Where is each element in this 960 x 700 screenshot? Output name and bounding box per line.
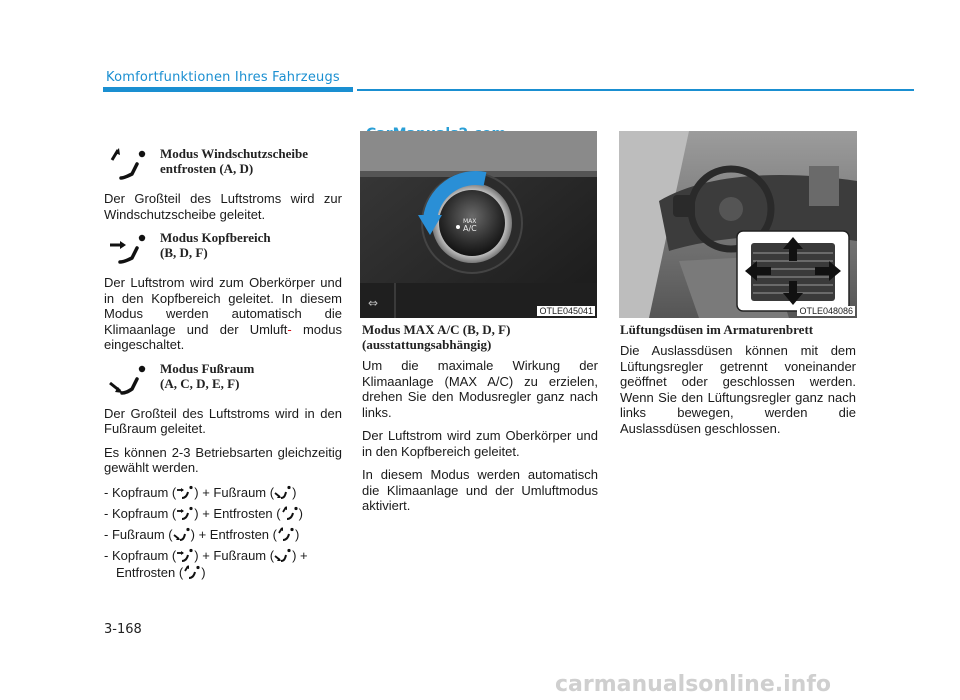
mode-defrost-row [104, 146, 342, 182]
vents-p1: Die Auslassdüsen können mit dem Lüftungsregler getrennt voneinander geöffnet oder geschlossen werden. Wenn Sie den Lüftungsregler ganz nach links bewegen, werden die Auslassdüsen geschlossen. [620, 343, 856, 436]
combo-text: ) [201, 564, 206, 580]
combo-foot-defrost [104, 526, 342, 543]
mode-foot-row [104, 361, 342, 397]
mode-head-text [104, 275, 342, 353]
climate-knob-illustration [360, 131, 597, 318]
combo-text: ) [298, 505, 303, 521]
max-ac-p3: In diesem Modus werden automatisch die Klimaanlage und der Umluftmodus aktiviert. [362, 467, 598, 513]
mode-defrost-text: Der Großteil des Luftstroms wird zur Windschutzscheibe geleitet. [104, 191, 342, 222]
max-ac-p1: Um die maximale Wirkung der Klimaanlage (MAX A/C) zu erzielen, drehen Sie den Modusregler ganz nach links. [362, 358, 598, 420]
combo-text: ) + Fußraum ( [194, 547, 275, 563]
mode-head-hyphen: - [287, 321, 292, 337]
dashboard-vent-photo [619, 131, 857, 318]
column-vents [620, 322, 856, 444]
watermark-bottom: carmanualsonline.info [555, 672, 831, 697]
seat-defrost-icon [277, 527, 295, 541]
column-max-ac [362, 322, 598, 522]
header-bar-accent [103, 87, 353, 92]
seat-foot-icon [274, 485, 292, 499]
combo-head-foot-defrost [104, 547, 342, 581]
photo-code: OTLE048086 [799, 306, 853, 316]
seat-foot-icon [104, 361, 160, 397]
mode-defrost-title: Modus Windschutzscheibe entfrosten (A, D) [160, 146, 308, 176]
seat-head-icon [104, 230, 160, 266]
svg-text:⇔: ⇔ [368, 296, 379, 310]
knob-label-max: MAX [463, 218, 477, 225]
combo-text: ) + Entfrosten ( [194, 505, 281, 521]
combo-text: - Kopfraum ( [104, 547, 177, 563]
mode-foot-text: Der Großteil des Luftstroms wird in den Fußraum geleitet. [104, 405, 342, 436]
combo-text: Entfrosten ( [116, 564, 184, 580]
seat-foot-icon [173, 527, 191, 541]
seat-defrost-icon [183, 565, 201, 579]
max-ac-title [362, 322, 598, 352]
mode-foot-title-line1: Modus Fußraum [160, 360, 255, 376]
seat-foot-icon [274, 548, 292, 562]
section-title: Komfortfunktionen Ihres Fahrzeugs [106, 70, 340, 85]
mode-foot-title [160, 361, 254, 391]
mode-foot-title-line2: (A, C, D, E, F) [160, 375, 240, 391]
combo-text: ) + [292, 547, 308, 563]
combo-text: ) + Fußraum ( [194, 484, 275, 500]
max-ac-title-line2: (ausstattungsabhängig) [362, 337, 492, 352]
vents-title: Lüftungsdüsen im Armaturenbrett [620, 322, 814, 337]
column-modes [104, 140, 342, 585]
combo-text: ) [294, 526, 300, 542]
seat-head-icon [176, 485, 194, 499]
seat-defrost-icon [281, 506, 299, 520]
mode-head-row [104, 230, 342, 266]
mode-head-text-a: Der Luftstrom wird zum Oberkörper und in den Kopfbereich geleitet. In diesem Modus werden automatisch die Klimaanlage und der Umluft [104, 275, 342, 337]
mode-head-title-line2: (B, D, F) [160, 245, 208, 260]
combo-text: ) [292, 484, 297, 500]
knob-label-ac: A/C [463, 224, 477, 233]
combo-text: ) + Entfrosten ( [190, 526, 277, 542]
combo-continuation [104, 564, 342, 581]
photo-code: OTLE045041 [539, 306, 593, 316]
page-number: 3-168 [104, 622, 142, 637]
seat-defrost-icon [104, 146, 160, 182]
mode-head-title-line1: Modus Kopfbereich [160, 230, 271, 245]
seat-head-icon [176, 548, 194, 562]
combo-head-defrost [104, 505, 342, 522]
mode-head-title [160, 230, 271, 260]
combo-text: - Fußraum ( [104, 526, 173, 542]
dashboard-vent-illustration [619, 131, 857, 318]
climate-knob-photo [360, 131, 597, 318]
max-ac-p2: Der Luftstrom wird zum Oberkörper und in den Kopfbereich geleitet. [362, 428, 598, 459]
combo-intro: Es können 2-3 Betriebsarten gleichzeitig gewählt werden. [104, 444, 342, 475]
combo-text: - Kopfraum ( [104, 484, 177, 500]
combo-head-foot [104, 484, 342, 501]
header-bar-rule [357, 89, 914, 91]
mode-head-text-b: modus eingeschaltet. [104, 321, 342, 352]
combo-text: - Kopfraum ( [104, 505, 177, 521]
seat-head-icon [176, 506, 194, 520]
max-ac-title-line1: Modus MAX A/C (B, D, F) [362, 322, 511, 337]
